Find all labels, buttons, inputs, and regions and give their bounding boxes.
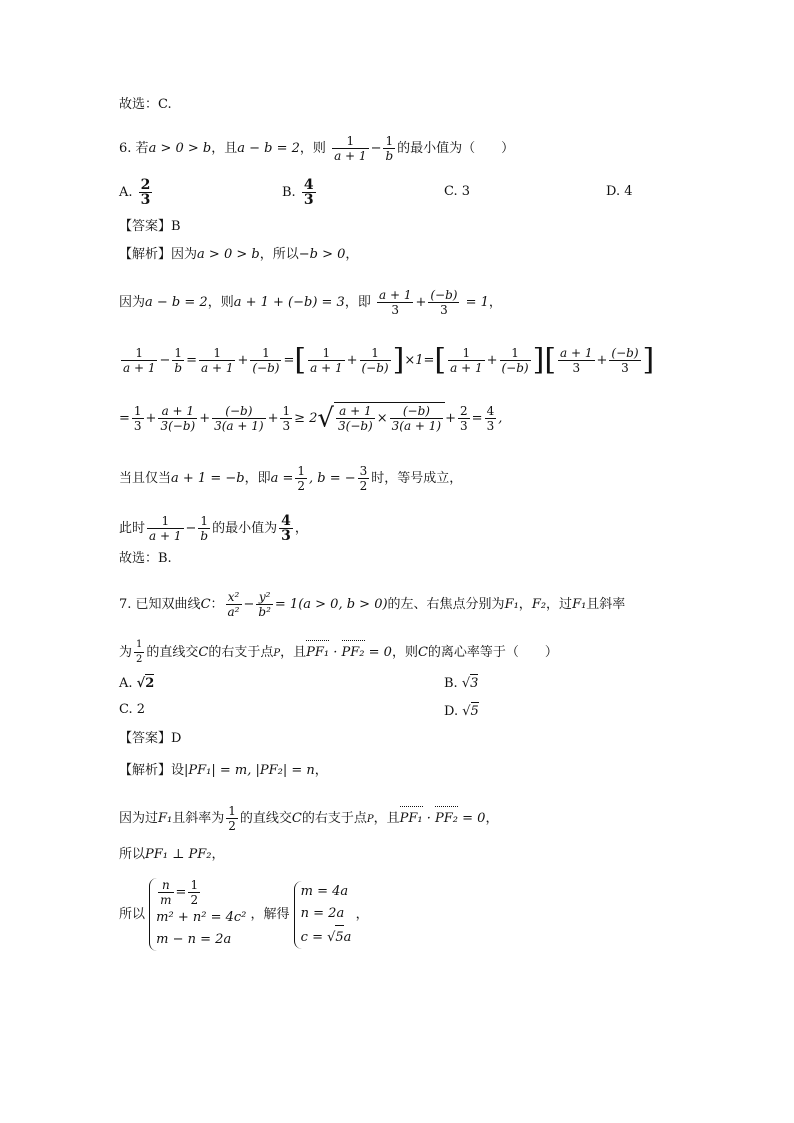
- q6-option-b-value: $\frac{4}{3}$: [303, 177, 314, 208]
- q7-text: 所以: [119, 907, 146, 922]
- q6-number: 6.: [119, 141, 132, 156]
- q7-text: 的右支于点: [301, 811, 367, 826]
- q7-analysis-line3: 所以PF₁ ⊥ PF₂，: [119, 847, 225, 862]
- q6-option-b-label: B.: [282, 185, 296, 200]
- q6-text: 因为: [119, 295, 146, 310]
- q6-text: 时，等号成立，: [371, 471, 463, 486]
- q7-analysis-line4: [119, 878, 369, 951]
- q7-text: 因为过: [119, 811, 159, 826]
- q7-text: 的离心率等于（ ）: [427, 645, 558, 660]
- q7-text: 且斜率: [586, 597, 626, 612]
- q7-text: ，: [355, 907, 369, 922]
- q6-option-a: [119, 178, 154, 207]
- q7-text: ，过: [546, 597, 573, 612]
- q7-stem-line2: 为 $\frac{1}{2}$ 的直线交C的右支于点P，且PF₁ · PF₂ = 0，则C的离心率等于（ ）: [119, 639, 558, 665]
- q7-option-a: A. √2: [119, 676, 155, 691]
- q6-expr: $\frac{1}{b}$: [385, 134, 394, 163]
- q6-option-a-value: $\frac{2}{3}$: [140, 177, 151, 208]
- q7-text: 的左、右焦点分别为: [387, 597, 505, 612]
- q7-equation-system: $\frac{n}{m}$ = $\frac{1}{2}$ m² + n² = 4c² m − n = 2a: [149, 878, 246, 951]
- q6-option-b: [282, 178, 318, 207]
- q7-option-b-label: B.: [444, 676, 458, 691]
- q7-text: 的直线交: [146, 645, 199, 660]
- q6-analysis-label: 【解析】: [119, 247, 172, 262]
- q6-condition2: a − b = 2: [237, 141, 300, 156]
- q7-number: 7.: [119, 597, 132, 612]
- q7-text: 且斜率为: [172, 811, 225, 826]
- q6-text: 因为: [171, 247, 198, 262]
- q7-analysis-line1: 【解析】设|PF₁| = m, |PF₂| = n，: [119, 763, 328, 778]
- q7-text: ，则: [391, 645, 418, 660]
- q6-analysis-line5: 当且仅当a + 1 = −b，即a = $\frac{1}{2}$ , b = − $\frac{3}{2}$ 时，等号成立，: [119, 464, 463, 493]
- q6-text: ，: [488, 295, 502, 310]
- q6-text: 的最小值为（ ）: [397, 141, 515, 156]
- q6-text: 若: [135, 141, 149, 156]
- q6-option-c: C. 3: [444, 184, 471, 199]
- q7-stem-line1: 7. 已知双曲线C： $\frac{\text{x²}}{\text{a²}}$ − $\frac{\text{y²}}{\text{b²}}$ = 1(a > 0, b > 0)的左、右焦点分别为F₁，F₂，过F₁且斜率: [119, 590, 626, 619]
- q6-condition1: a > 0 > b: [148, 141, 212, 156]
- q6-end: 故选：B.: [119, 551, 172, 566]
- q6-option-a-label: A.: [119, 185, 133, 200]
- q7-text: 为: [119, 645, 133, 660]
- q6-text: ，即: [244, 471, 271, 486]
- q6-expr: $\frac{1}{a + 1}$: [334, 134, 367, 163]
- q6-text: 当且仅当: [119, 471, 172, 486]
- q7-text: ，且: [373, 811, 400, 826]
- q6-text: ，则: [207, 295, 234, 310]
- q6-text: ，: [294, 521, 308, 536]
- q7-text: 已知双曲线: [135, 597, 201, 612]
- q6-option-d: D. 4: [606, 184, 633, 199]
- q7-option-c: C. 2: [119, 702, 146, 717]
- q6-analysis-line2: 因为a − b = 2，则a + 1 + (−b) = 3，即 $\frac{a + 1}{3}$ + $\frac{(-b)}{3}$ = 1，: [119, 288, 502, 317]
- q7-option-d-label: D.: [444, 704, 459, 719]
- q7-text: ，解得: [250, 907, 290, 922]
- q6-text: ，且: [211, 141, 238, 156]
- q7-option-b: B. √3: [444, 676, 479, 691]
- q7-text: 的直线交: [239, 811, 292, 826]
- q7-analysis-label: 【解析】: [119, 763, 172, 778]
- q6-analysis-line4: = $\frac{1}{3}$ + $\frac{a + 1}{3(-b)}$ + $\frac{(-b)}{3(a + 1)}$ + $\frac{1}{3}$ ≥ 2√ $\frac{a + 1}{3(-b)}$ × $\frac{(-b)}{3(a + 1)}$ + $\frac{2}{3}$ = $\frac{4}{3}$ ,: [119, 403, 503, 434]
- q6-text: ，所以: [259, 247, 299, 262]
- q7-answer: 【答案】D: [119, 731, 182, 746]
- q6-analysis-line3: $\frac{1}{a + 1}$ − $\frac{1}{b}$ = $\frac{1}{a + 1}$ + $\frac{1}{(-b)}$ =[ $\frac{1}{a + 1}$ + $\frac{1}{(-b)}$ ]×1=[ $\frac{1}{a + 1}$ + $\frac{1}{(-b)}$ ][ $\frac{a + 1}{3}$ + $\frac{(-b)}{3}$ ]: [123, 342, 655, 378]
- q6-text: ，则: [299, 141, 326, 156]
- q7-text: 设: [171, 763, 185, 778]
- q6-analysis-line6: 此时 $\frac{1}{a + 1}$ − $\frac{1}{b}$ 的最小值为 $\frac{4}{3}$ ，: [119, 513, 308, 544]
- q7-option-d: D. √5: [444, 704, 479, 719]
- q6-analysis-line1: 【解析】因为a > 0 > b，所以−b > 0，: [119, 247, 359, 262]
- q6-text: ，: [345, 247, 359, 262]
- q7-option-a-label: A.: [119, 676, 133, 691]
- q6-stem: 6. 若a > 0 > b，且a − b = 2，则 $\frac{1}{a + 1}$ − $\frac{1}{b}$ 的最小值为（ ）: [119, 134, 515, 163]
- q7-text: 所以: [119, 847, 146, 862]
- q6-text: 的最小值为: [212, 521, 278, 536]
- q6-text: ，即: [344, 295, 371, 310]
- q6-answer: 【答案】B: [119, 219, 181, 234]
- q7-analysis-line2: 因为过F₁且斜率为 $\frac{1}{2}$ 的直线交C的右支于点P，且PF₁ · PF₂ = 0，: [119, 804, 499, 833]
- q7-text: 的右支于点: [208, 645, 274, 660]
- q7-text: ，且: [280, 645, 307, 660]
- prev-answer: 故选：C.: [119, 97, 172, 112]
- q6-text: 此时: [119, 521, 146, 536]
- q7-solution-system: m = 4a n = 2a c = √5a: [294, 881, 352, 949]
